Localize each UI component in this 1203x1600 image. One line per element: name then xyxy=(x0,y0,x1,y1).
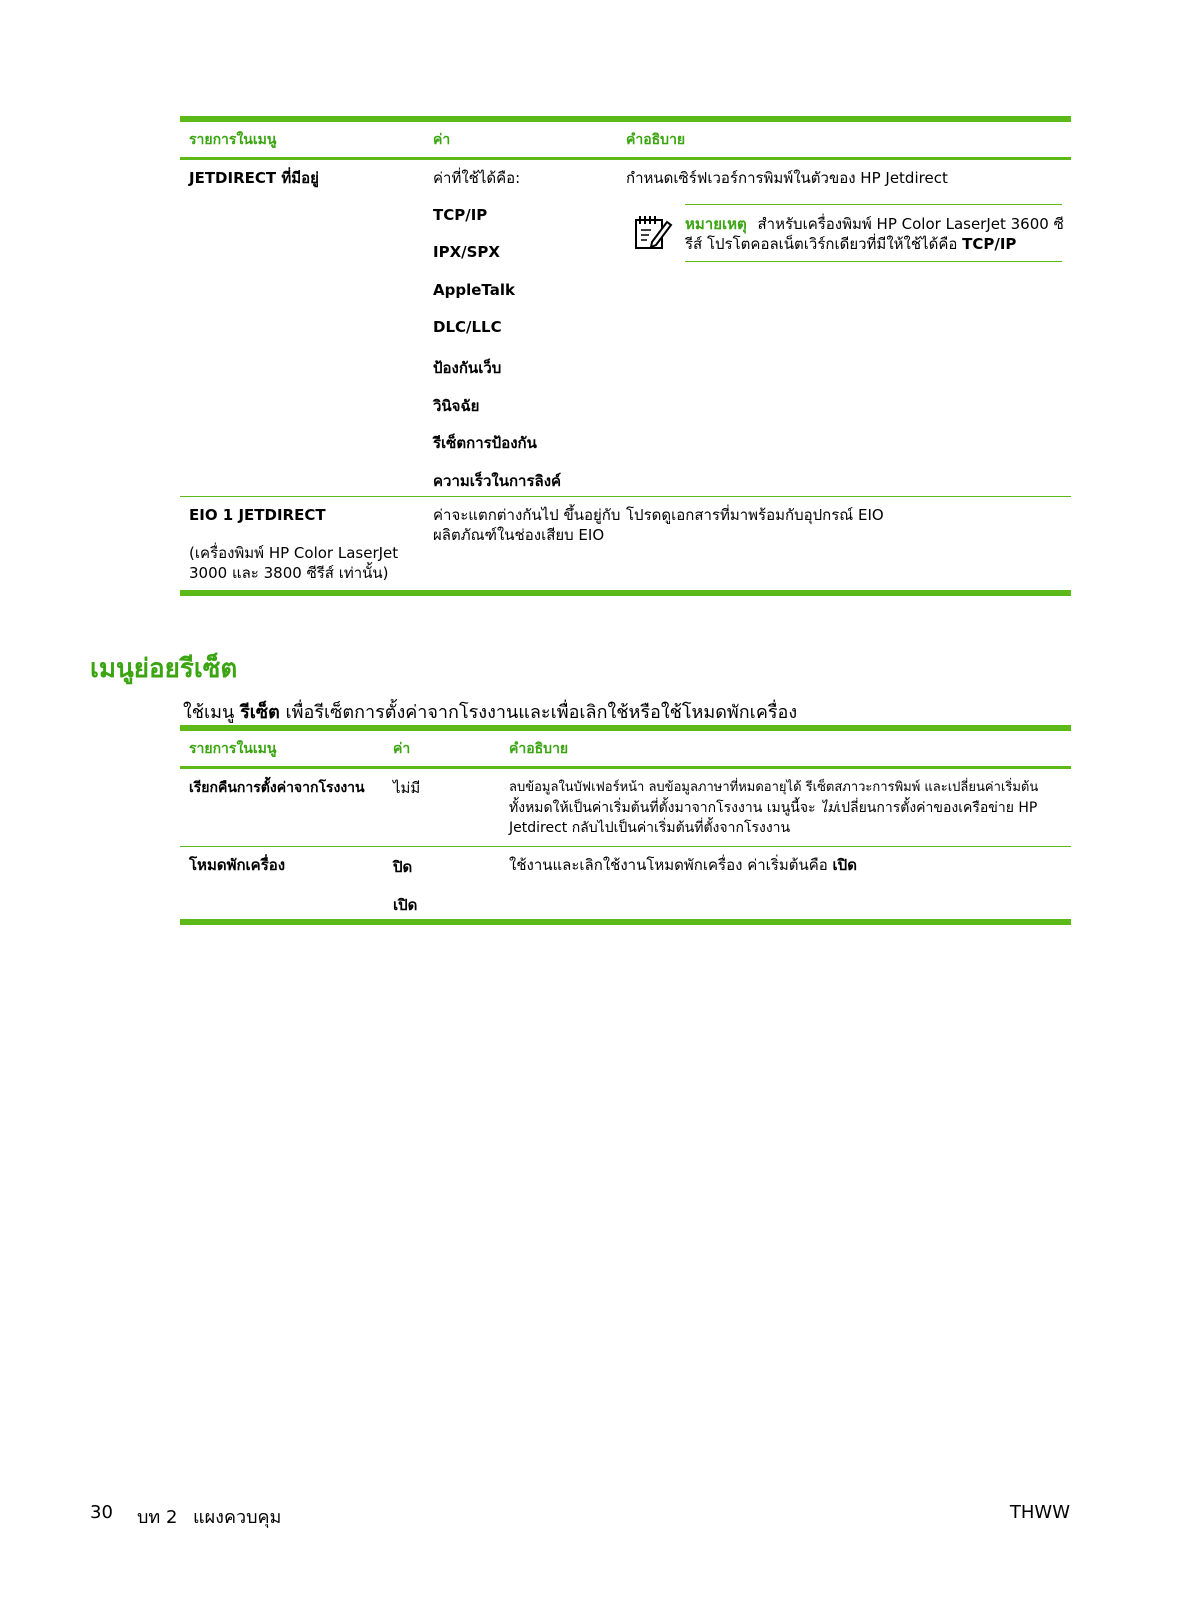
eio-note-line2: 3000 และ 3800 ซีรีส์ เท่านั้น) xyxy=(189,564,389,582)
table2-header-rule xyxy=(180,766,1071,769)
intro-post: เพื่อรีเซ็ตการตั้งค่าจากโรงงานและเพื่อเลิกใช้หรือใช้โหมดพักเครื่อง xyxy=(285,702,798,723)
section-title: เมนูย่อยรีเซ็ต xyxy=(90,654,238,684)
option-appletalk: AppleTalk xyxy=(433,281,515,299)
menu-item-sleep-mode: โหมดพักเครื่อง xyxy=(189,856,286,874)
table2-header-value: ค่า xyxy=(393,741,411,757)
table2-header-item: รายการในเมนู xyxy=(189,741,277,757)
sleep-description xyxy=(509,855,857,875)
note-text-line2: รีส์ โปรโตคอลเน็ตเวิร์กเดียวที่มีให้ใช้ได้คือ xyxy=(685,235,958,253)
note-text-bold: TCP/IP xyxy=(962,235,1017,253)
option-diagnostics: วินิจฉัย xyxy=(433,397,480,415)
option-ipxspx: IPX/SPX xyxy=(433,243,500,261)
note-label: หมายเหตุ xyxy=(685,215,747,233)
option-off: ปิด xyxy=(393,858,413,876)
intro-bold: รีเซ็ต xyxy=(240,702,280,723)
menu-item-eio1-jetdirect: EIO 1 JETDIRECT xyxy=(189,506,326,524)
note-line-1 xyxy=(685,214,1064,234)
eio-value-line2: ผลิตภัณฑ์ในช่องเสียบ EIO xyxy=(433,526,605,544)
table1-header-item: รายการในเมนู xyxy=(189,132,277,148)
sleep-desc-bold: เปิด xyxy=(832,856,857,874)
footer-page-number: 30 xyxy=(90,1502,113,1523)
note-text-line1: สำหรับเครื่องพิมพ์ HP Color LaserJet 3600 ซี xyxy=(757,215,1064,233)
restore-desc-line3: Jetdirect กลับไปเป็นค่าเริ่มต้นที่ตั้งจากโรงงาน xyxy=(509,820,791,836)
table2-row-divider xyxy=(180,846,1071,847)
restore-desc-line2-post: เปลี่ยนการตั้งค่าของเครือข่าย HP xyxy=(836,800,1038,816)
menu-item-restore-factory: เรียกคืนการตั้งค่าจากโรงงาน xyxy=(189,780,365,796)
restore-desc-line2-italic: ไม่ xyxy=(820,800,837,816)
option-on: เปิด xyxy=(393,896,418,914)
table2-header-description: คำอธิบาย xyxy=(509,741,569,757)
table1-top-rule xyxy=(180,116,1071,122)
section-intro xyxy=(183,697,797,726)
table2-bottom-rule xyxy=(180,919,1071,925)
option-link-speed: ความเร็วในการลิงค์ xyxy=(433,472,562,490)
footer-chapter: บท 2 xyxy=(137,1507,178,1528)
restore-desc-line2 xyxy=(509,798,1037,818)
sleep-desc-pre: ใช้งานและเลิกใช้งานโหมดพักเครื่อง ค่าเริ่มต้นคือ xyxy=(509,856,828,874)
note-bottom-rule xyxy=(685,261,1062,262)
restore-value: ไม่มี xyxy=(393,779,421,797)
eio-description: โปรดดูเอกสารที่มาพร้อมกับอุปกรณ์ EIO xyxy=(626,506,884,524)
note-icon xyxy=(634,214,674,252)
eio-value-line1: ค่าจะแตกต่างกันไป ขึ้นอยู่กับ xyxy=(433,506,621,524)
table1-bottom-rule xyxy=(180,590,1071,596)
note-top-rule xyxy=(685,204,1062,205)
table1-header-description: คำอธิบาย xyxy=(626,132,686,148)
menu-item-jetdirect-available: JETDIRECT ที่มีอยู่ xyxy=(189,169,319,187)
table1-header-rule xyxy=(180,157,1071,160)
note-line-2 xyxy=(685,234,1016,254)
footer-locale: THWW xyxy=(1009,1502,1070,1523)
intro-pre: ใช้เมนู xyxy=(183,702,235,723)
eio-note-line1: (เครื่องพิมพ์ HP Color LaserJet xyxy=(189,544,399,562)
table1-row-divider xyxy=(180,496,1071,497)
row1-description: กำหนดเซิร์ฟเวอร์การพิมพ์ในตัวของ HP Jetdirect xyxy=(626,169,948,187)
option-reset-protection: รีเซ็ตการป้องกัน xyxy=(433,434,537,452)
option-dlcllc: DLC/LLC xyxy=(433,318,502,336)
value-intro: ค่าที่ใช้ได้คือ: xyxy=(433,169,521,187)
restore-desc-line2-pre: ทั้งหมดให้เป็นค่าเริ่มต้นที่ตั้งมาจากโรงงาน เมนูนี้จะ xyxy=(509,800,816,816)
table2-top-rule xyxy=(180,725,1071,731)
option-tcpip: TCP/IP xyxy=(433,206,488,224)
table1-header-value: ค่า xyxy=(433,132,451,148)
footer-chapter-title: แผงควบคุม xyxy=(193,1507,282,1528)
option-web-protection: ป้องกันเว็บ xyxy=(433,359,502,377)
restore-desc-line1: ลบข้อมูลในบัฟเฟอร์หน้า ลบข้อมูลภาษาที่หมดอายุได้ รีเซ็ตสภาวะการพิมพ์ และเปลี่ยนค่าเริ่มต้น xyxy=(509,780,1039,795)
